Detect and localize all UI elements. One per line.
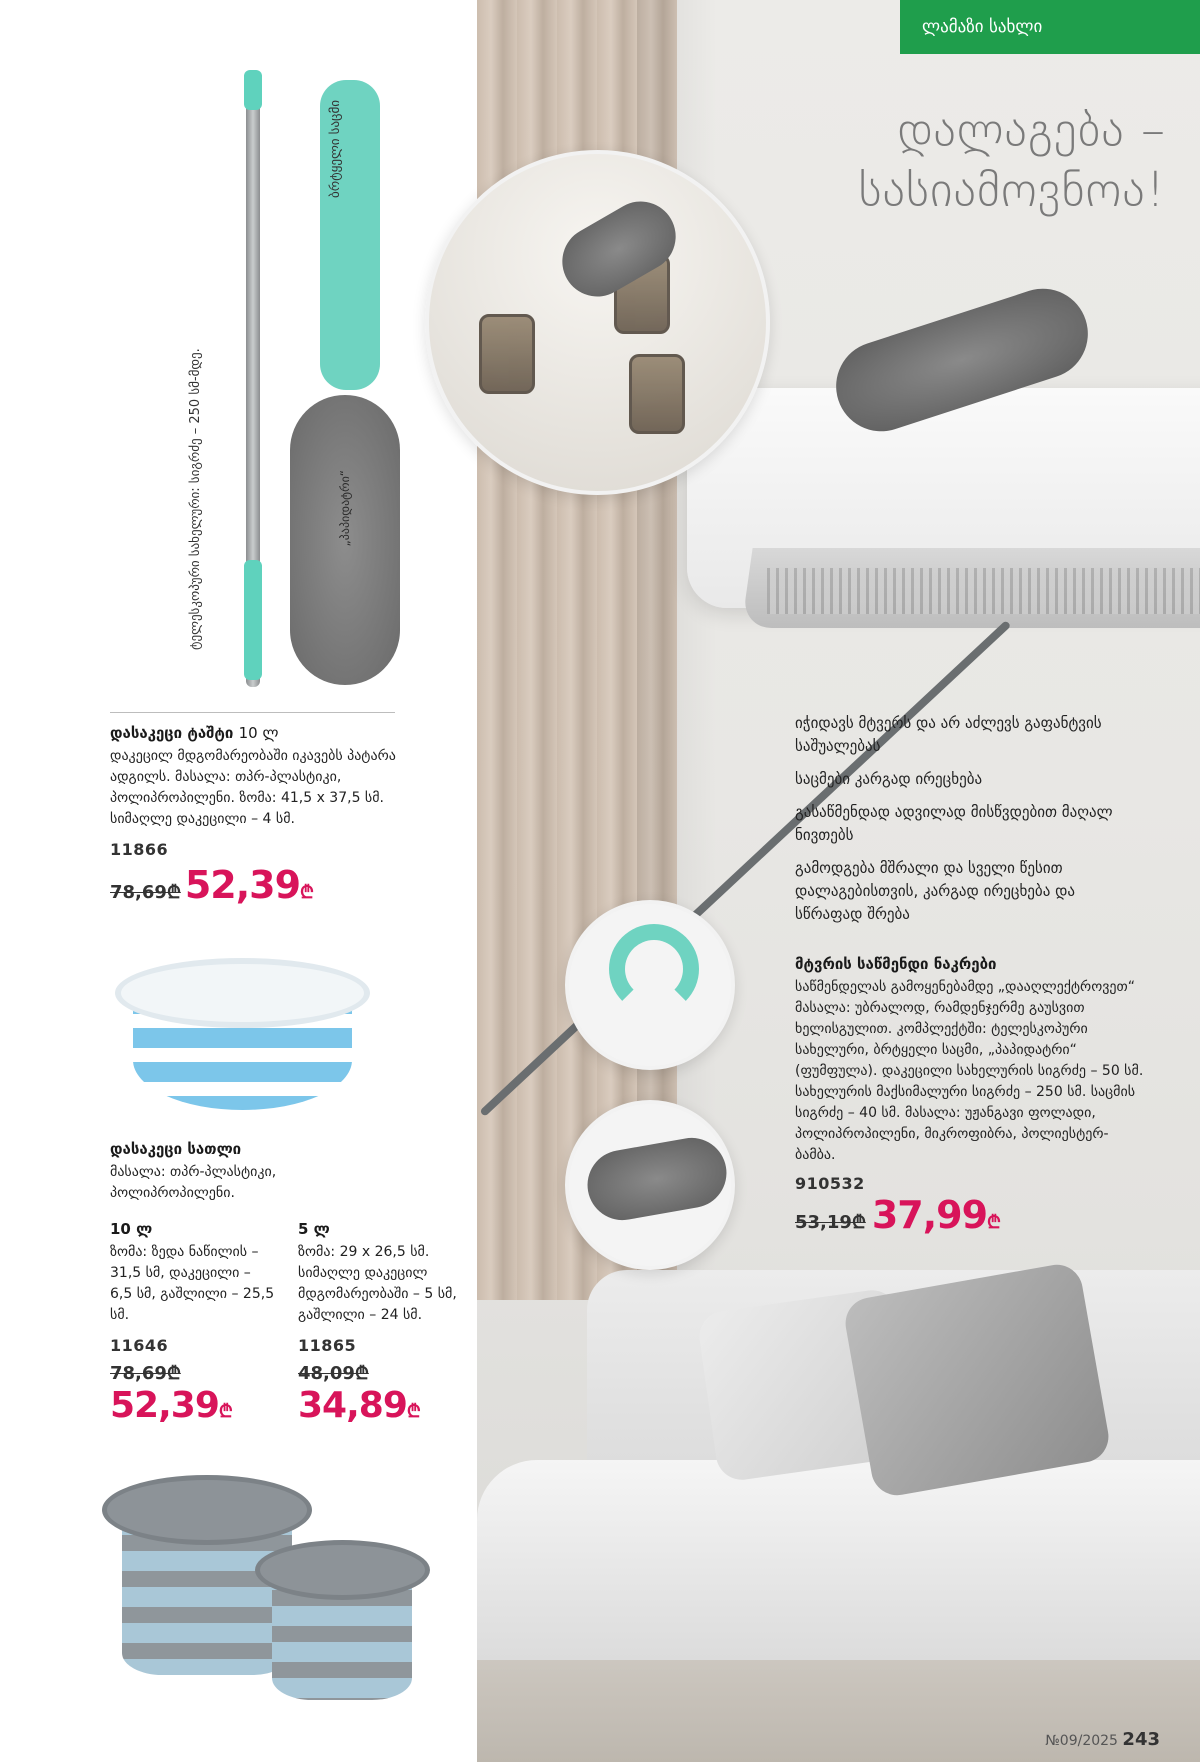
bent-duster-head <box>582 1132 732 1225</box>
duster-price-row <box>795 1193 1145 1237</box>
flat-cover-label: ბრტყელი საცმი <box>328 100 343 198</box>
basin-product <box>110 724 410 907</box>
basin-rim <box>115 958 370 1028</box>
pillow-grey <box>841 1261 1112 1500</box>
benefit-item: იჭიდავს მტვერს და არ აძლევს გაფანტვის საშუალებას <box>795 714 1102 755</box>
bucket-variant-5 <box>298 1220 463 1426</box>
sofa-seat <box>477 1460 1200 1660</box>
bucket-10-new-price: 52,39₾ <box>110 1385 232 1426</box>
benefit-item: საცმები კარგად ირეცხება <box>795 770 983 788</box>
bucket-5-old-price: 48,09₾ <box>298 1363 369 1384</box>
pole-cap-top <box>244 70 262 110</box>
page-number: 243 <box>1122 1729 1160 1750</box>
duster-description: საწმენდელას გამოყენებამდე „დააღლექტროვეთ“ მასალა: უბრალოდ, რამდენჯერმე გაუსვით ხელისგულით. კომპლექტში: ტელესკოპური სახელური, ბრტყელი საცმი, „პაპიდატრი“ (ფუმფულა). დაკეცილი სახელურის სიგრძე – 50 სმ. სახელურის მაქსიმალური სიგრძე – 250 სმ. საცმის სიგრძე – 40 სმ. მასალა: უჟანგავი ფოლადი, პოლიპროპილენი, მიკროფიბრა, პოლიესტერ-ბამბა. <box>795 979 1144 1163</box>
issue-number: №09/2025 <box>1045 1733 1118 1749</box>
bucket-name: დასაკეცი სათლი <box>110 1140 242 1158</box>
chandelier-detail-photo <box>425 150 770 495</box>
bucket-product <box>110 1140 450 1204</box>
headline-line-1: დალაგება – <box>897 102 1166 158</box>
fluffy-duster-label: „პაპიდატრი“ <box>338 470 352 547</box>
basin-sku: 11866 <box>110 840 169 859</box>
basin-old-price: 78,69₾ <box>110 882 181 903</box>
duster-product <box>795 955 1145 1237</box>
duster-new-price: 37,99₾ <box>871 1193 1000 1237</box>
chandelier-lamp <box>479 314 535 394</box>
duster-sku: 910532 <box>795 1174 865 1193</box>
basin-new-price: 52,39₾ <box>184 863 313 907</box>
basin-price-row <box>110 863 410 907</box>
bucket-10-size: 10 ლ <box>110 1220 153 1238</box>
bucket-5-sku: 11865 <box>298 1336 357 1355</box>
headline-line-2: სასიამოვნოა! <box>858 162 1166 218</box>
pole-length-label: ტელესკოპური სახელური: სიგრძე – 250 სმ-მდე. <box>188 348 203 650</box>
duster-benefits <box>795 712 1145 936</box>
basin-description: დაკეცილ მდგომარეობაში იკავებს პატარა ადგილს. მასალა: თპრ-პლასტიკი, პოლიპროპილენი. ზომა: 41,5 x 37,5 სმ. სიმაღლე დაკეცილი – 4 სმ. <box>110 748 396 827</box>
benefit-item: გასაწმენდად ადვილად მისწვდებით მაღალ ნივთებს <box>795 803 1113 844</box>
basin-image <box>115 958 370 1128</box>
bucket-5-new-price: 34,89₾ <box>298 1385 420 1426</box>
left-column <box>0 0 477 1762</box>
pole-cap-bottom <box>244 560 262 680</box>
duster-name: მტვრის საწმენდი ნაკრები <box>795 955 997 973</box>
large-bucket-rim <box>102 1475 312 1545</box>
bucket-10-old-price: 78,69₾ <box>110 1363 181 1384</box>
bent-cover-shape <box>609 924 699 1014</box>
divider <box>110 712 395 713</box>
basin-name: დასაკეცი ტაშტი <box>110 724 234 742</box>
bucket-5-description: ზომა: 29 x 26,5 სმ. სიმაღლე დაკეცილ მდგომარეობაში – 5 სმ, გაშლილი – 24 სმ. <box>298 1244 457 1323</box>
flat-cover-detail-photo <box>565 900 735 1070</box>
section-badge: ლამაზი სახლი <box>900 0 1200 54</box>
basin-title <box>110 724 410 742</box>
ac-slats <box>767 568 1200 614</box>
basin-volume: 10 ლ <box>238 724 279 742</box>
page-footer <box>1045 1729 1160 1750</box>
bucket-10-description: ზომა: ზედა ნაწილის – 31,5 სმ, დაკეცილი – 6,5 სმ, გაშლილი – 25,5 სმ. <box>110 1244 275 1323</box>
page-headline <box>859 100 1166 220</box>
bent-duster-detail-photo <box>565 1100 735 1270</box>
bucket-variant-10 <box>110 1220 275 1426</box>
bucket-10-sku: 11646 <box>110 1336 169 1355</box>
chandelier-lamp <box>629 354 685 434</box>
bucket-material: მასალა: თპრ-პლასტიკი, პოლიპროპილენი. <box>110 1164 277 1201</box>
small-bucket-rim <box>255 1540 430 1600</box>
duster-old-price: 53,19₾ <box>795 1212 866 1233</box>
benefit-item: გამოდგება მშრალი და სველი წესით დალაგებისთვის, კარგად ირეცხება და სწრაფად შრება <box>795 859 1075 923</box>
bucket-5-size: 5 ლ <box>298 1220 330 1238</box>
